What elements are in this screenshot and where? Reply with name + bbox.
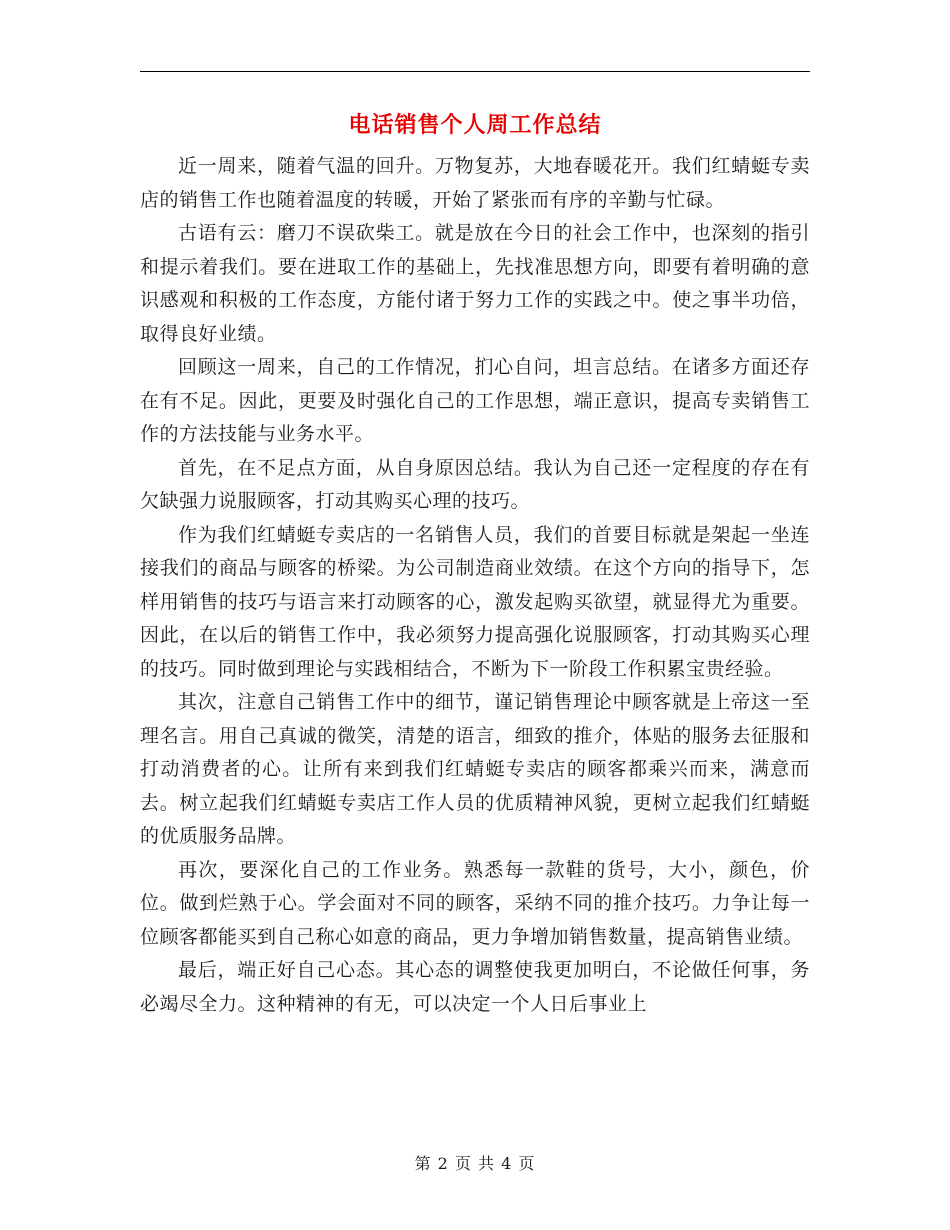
- paragraph: 回顾这一周来，自己的工作情况，扪心自问，坦言总结。在诸多方面还存在有不足。因此，更要及时强化自己的工作思想，端正意识，提高专卖销售工作的方法技能与业务水平。: [140, 356, 810, 445]
- paragraph: 首先，在不足点方面，从自身原因总结。我认为自己还一定程度的存在有欠缺强力说服顾客，打动其购买心理的技巧。: [140, 456, 810, 512]
- document-body: [140, 150, 810, 1021]
- paragraph: 古语有云：磨刀不误砍柴工。就是放在今日的社会工作中，也深刻的指引和提示着我们。要在进取工作的基础上，先找准思想方向，即要有着明确的意识感观和积极的工作态度，方能付诸于努力工作的实践之中。使之事半功倍，取得良好业绩。: [140, 222, 810, 345]
- paragraph: 近一周来，随着气温的回升。万物复苏，大地春暖花开。我们红蜻蜓专卖店的销售工作也随着温度的转暖，开始了紧张而有序的辛勤与忙碌。: [140, 155, 810, 211]
- page-footer: [0, 1153, 950, 1175]
- header-rule: [140, 71, 810, 72]
- paragraph: 再次，要深化自己的工作业务。熟悉每一款鞋的货号，大小，颜色，价位。做到烂熟于心。学会面对不同的顾客，采纳不同的推介技巧。力争让每一位顾客都能买到自己称心如意的商品，更力争增加销售数量，提高销售业绩。: [140, 858, 810, 948]
- paragraph: 其次，注意自己销售工作中的细节，谨记销售理论中顾客就是上帝这一至理名言。用自己真诚的微笑，清楚的语言，细致的推介，体贴的服务去征服和打动消费者的心。让所有来到我们红蜻蜓专卖店的顾客都乘兴而来，满意而去。树立起我们红蜻蜓专卖店工作人员的优质精神风貌，更树立起我们红蜻蜓的优质服务品牌。: [140, 691, 810, 847]
- document-title: 电话销售个人周工作总结: [348, 113, 602, 138]
- paragraph: 作为我们红蜻蜓专卖店的一名销售人员，我们的首要目标就是架起一坐连接我们的商品与顾客的桥梁。为公司制造商业效绩。在这个方向的指导下，怎样用销售的技巧与语言来打动顾客的心，激发起购买欲望，就显得尤为重要。因此，在以后的销售工作中，我必须努力提高强化说服顾客，打动其购买心理的技巧。同时做到理论与实践相结合，不断为下一阶段工作积累宝贵经验。: [140, 523, 810, 680]
- page-number-label: 第 2 页 共 4 页: [414, 1154, 536, 1173]
- paragraph: 最后，端正好自己心态。其心态的调整使我更加明白，不论做任何事，务必竭尽全力。这种精神的有无，可以决定一个人日后事业上: [140, 959, 810, 1015]
